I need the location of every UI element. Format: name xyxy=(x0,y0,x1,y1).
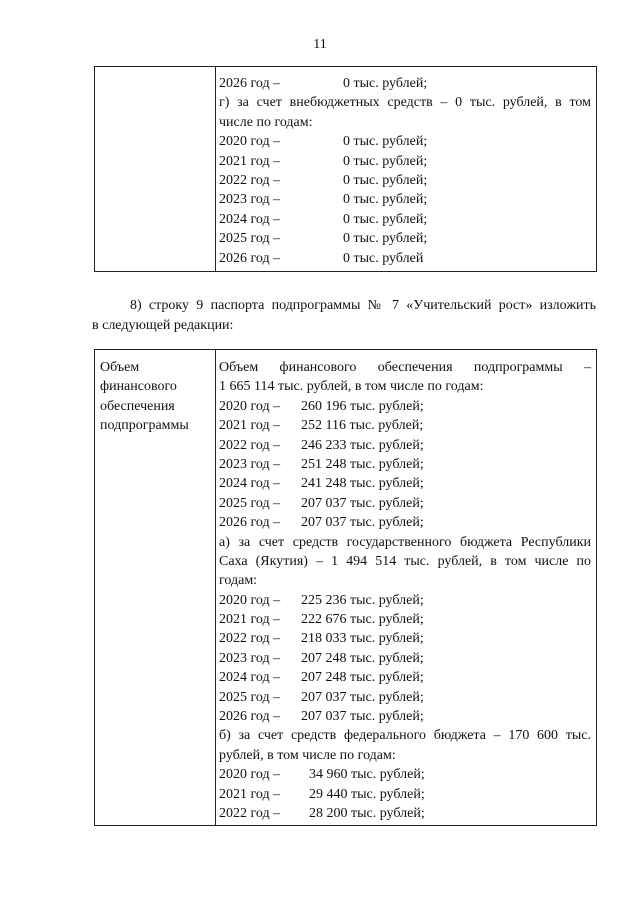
year-label: 2022 год – xyxy=(219,437,281,453)
funding-details-cell xyxy=(219,358,591,823)
year-line xyxy=(219,416,591,435)
year-line xyxy=(219,494,591,513)
year-line xyxy=(219,229,591,248)
amount-value: 222 676 тыс. рублей; xyxy=(301,612,424,628)
year-line xyxy=(219,397,591,416)
year-label: 2021 год – xyxy=(219,153,281,169)
year-label: 2023 год – xyxy=(219,650,281,666)
year-label: 2025 год – xyxy=(219,231,281,247)
amount-value: 0 тыс. рублей; xyxy=(343,192,428,208)
year-label: 2026 год – xyxy=(219,76,281,91)
year-line xyxy=(219,132,591,151)
federal-budget-year-rows xyxy=(219,765,591,823)
year-label: 2022 год – xyxy=(219,805,281,821)
paragraph-line: 8) строку 9 паспорта подпрограммы № 7 «Учительский рост» изложить xyxy=(130,298,596,313)
amount-value: 207 037 тыс. рублей; xyxy=(301,495,424,511)
year-line xyxy=(219,74,591,93)
year-line xyxy=(219,668,591,687)
year-line xyxy=(219,707,591,726)
year-line xyxy=(219,249,591,268)
amount-value: 0 тыс. рублей; xyxy=(343,134,428,150)
year-line xyxy=(219,591,591,610)
year-line xyxy=(219,610,591,629)
year-label: 2020 год – xyxy=(219,592,281,608)
amount-value: 0 тыс. рублей; xyxy=(343,211,428,227)
funding-table-subprogram-7 xyxy=(94,349,597,826)
amount-value: 241 248 тыс. рублей; xyxy=(301,476,424,492)
paragraph-line: в следующей редакции: xyxy=(92,318,234,333)
amount-value: 207 248 тыс. рублей; xyxy=(301,650,424,666)
year-line xyxy=(219,513,591,532)
year-line xyxy=(219,171,591,190)
state-budget-year-rows xyxy=(219,591,591,727)
year-line xyxy=(219,649,591,668)
year-line xyxy=(219,436,591,455)
offbudget-line: г) за счет внебюджетных средств – 0 тыс. рублей, в том xyxy=(219,95,591,111)
year-line xyxy=(219,210,591,229)
amount-value: 0 тыс. рублей; xyxy=(343,76,428,91)
year-label: 2025 год – xyxy=(219,689,281,705)
amendment-paragraph xyxy=(92,296,596,336)
amount-value: 225 236 тыс. рублей; xyxy=(301,592,424,608)
amount-value: 207 248 тыс. рублей; xyxy=(301,670,424,686)
amount-value: 34 960 тыс. рублей; xyxy=(309,767,425,783)
year-label: 2026 год – xyxy=(219,250,281,266)
amount-value: 0 тыс. рублей; xyxy=(343,231,428,247)
row-label-line: подпрограммы xyxy=(100,418,189,434)
funding-details-cell xyxy=(219,74,591,268)
amount-value: 252 116 тыс. рублей; xyxy=(301,418,424,434)
year-label: 2022 год – xyxy=(219,172,281,188)
year-line xyxy=(219,455,591,474)
total-year-rows xyxy=(219,397,591,533)
funding-table-continuation xyxy=(94,66,597,272)
state-budget-line: а) за счет средств государственного бюджета Республики xyxy=(219,534,591,550)
total-funding-line: 1 665 114 тыс. рублей, в том числе по годам: xyxy=(219,379,484,395)
federal-budget-line: рублей, в том числе по годам: xyxy=(219,747,396,763)
year-label: 2022 год – xyxy=(219,631,281,647)
year-label: 2024 год – xyxy=(219,670,281,686)
offbudget-year-rows xyxy=(219,132,591,268)
year-label: 2026 год – xyxy=(219,515,281,531)
year-label: 2023 год – xyxy=(219,456,281,472)
year-line xyxy=(219,688,591,707)
year-line xyxy=(219,765,591,784)
amount-value: 246 233 тыс. рублей; xyxy=(301,437,424,453)
year-label: 2020 год – xyxy=(219,767,281,783)
amount-value: 218 033 тыс. рублей; xyxy=(301,631,424,647)
row-label-cell xyxy=(100,358,212,436)
year-label: 2021 год – xyxy=(219,786,281,802)
year-label: 2024 год – xyxy=(219,211,281,227)
year-line xyxy=(219,785,591,804)
amount-value: 251 248 тыс. рублей; xyxy=(301,456,424,472)
year-label: 2020 год – xyxy=(219,398,281,414)
page-number: 11 xyxy=(313,37,327,52)
column-divider xyxy=(215,67,216,271)
row-label-line: финансового xyxy=(100,379,177,395)
amount-value: 0 тыс. рублей; xyxy=(343,153,428,169)
column-divider xyxy=(215,350,216,825)
year-line xyxy=(219,804,591,823)
year-label: 2023 год – xyxy=(219,192,281,208)
amount-value: 28 200 тыс. рублей; xyxy=(309,805,425,821)
amount-value: 207 037 тыс. рублей; xyxy=(301,689,424,705)
year-label: 2021 год – xyxy=(219,612,281,628)
year-label: 2020 год – xyxy=(219,134,281,150)
amount-value: 0 тыс. рублей xyxy=(343,250,424,266)
amount-value: 207 037 тыс. рублей; xyxy=(301,709,424,725)
row-label-line: обеспечения xyxy=(100,398,175,414)
federal-budget-line: б) за счет средств федерального бюджета – 170 600 тыс. xyxy=(219,728,591,744)
year-line xyxy=(219,474,591,493)
amount-value: 207 037 тыс. рублей; xyxy=(301,515,424,531)
total-funding-line: Объем финансового обеспечения подпрограммы – xyxy=(219,360,591,375)
year-line xyxy=(219,152,591,171)
amount-value: 29 440 тыс. рублей; xyxy=(309,786,425,802)
offbudget-line-cont: числе по годам: xyxy=(219,114,313,130)
state-budget-line: Саха (Якутия) – 1 494 514 тыс. рублей, в том числе по xyxy=(219,553,591,569)
state-budget-line: годам: xyxy=(219,573,258,589)
year-line xyxy=(219,629,591,648)
year-label: 2024 год – xyxy=(219,476,281,492)
year-label: 2021 год – xyxy=(219,418,281,434)
year-line xyxy=(219,190,591,209)
year-label: 2025 год – xyxy=(219,495,281,511)
amount-value: 260 196 тыс. рублей; xyxy=(301,398,424,414)
amount-value: 0 тыс. рублей; xyxy=(343,172,428,188)
row-label-line: Объем xyxy=(100,360,140,375)
year-label: 2026 год – xyxy=(219,709,281,725)
